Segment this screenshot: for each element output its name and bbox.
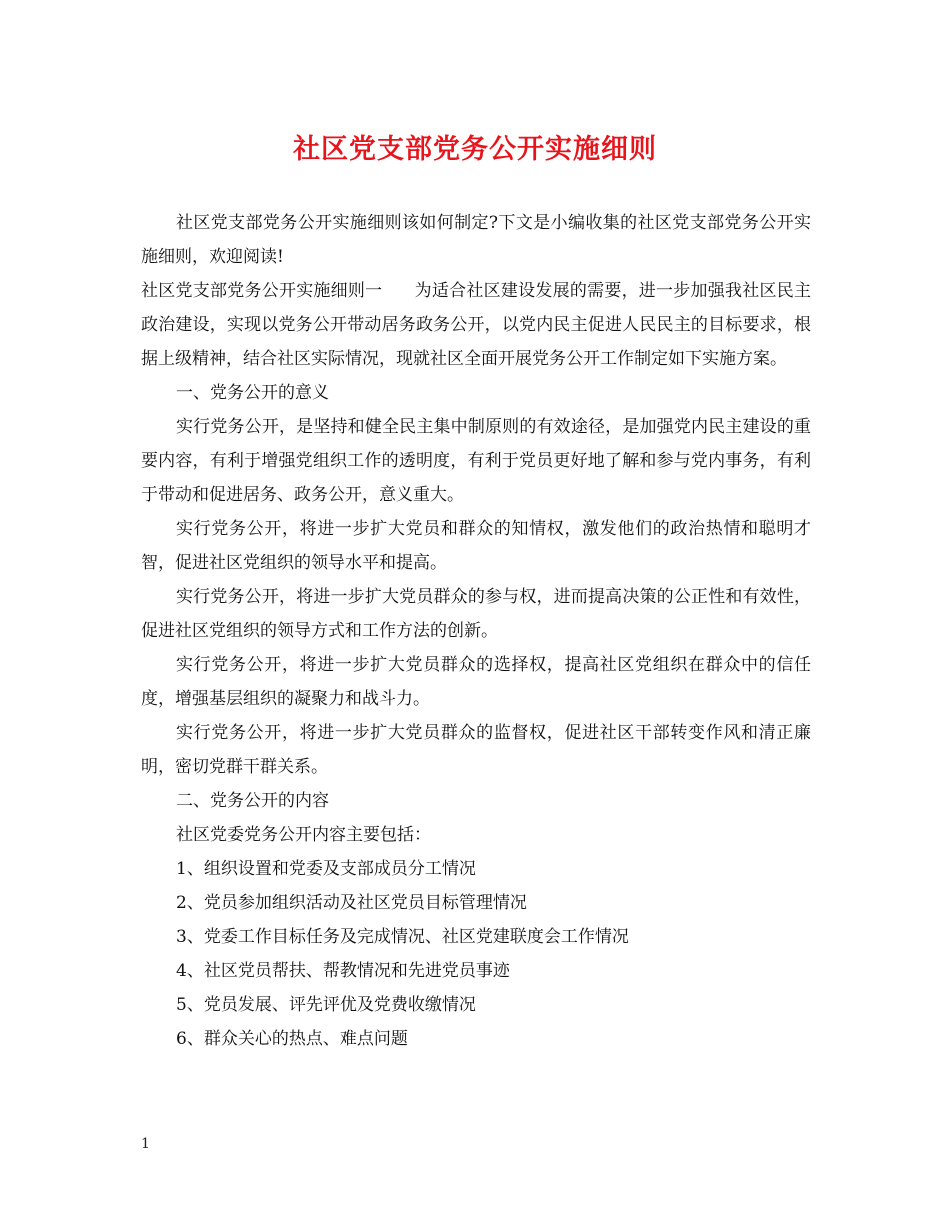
list-item: 1、组织设置和党委及支部成员分工情况 [176, 859, 476, 879]
content-list-intro: 社区党委党务公开内容主要包括： [176, 825, 431, 845]
section-label: 社区党支部党务公开实施细则一 [141, 281, 383, 301]
significance-paragraph-5: 实行党务公开，将进一步扩大党员群众的监督权，促进社区干部转变作风和清正廉明，密切党群干群关系。 [141, 723, 811, 777]
list-item: 4、社区党员帮扶、帮教情况和先进党员事迹 [176, 961, 510, 981]
section-text: 为适合社区建设发展的需要，进一步加强我社区民主政治建设，实现以党务公开带动居务政务公开，以党内民主促进人民民主的目标要求，根据上级精神，结合社区实际情况，现就社区全面开展党务公开工作制定如下实施方案。 [141, 281, 811, 369]
section-paragraph [141, 274, 811, 376]
significance-paragraph-4: 实行党务公开，将进一步扩大党员群众的选择权，提高社区党组织在群众中的信任度，增强基层组织的凝聚力和战斗力。 [141, 655, 811, 709]
list-item: 3、党委工作目标任务及完成情况、社区党建联度会工作情况 [176, 927, 629, 947]
list-item: 2、党员参加组织活动及社区党员目标管理情况 [176, 893, 527, 913]
significance-paragraph-1: 实行党务公开，是坚持和健全民主集中制原则的有效途径，是加强党内民主建设的重要内容，有利于增强党组织工作的透明度，有利于党员更好地了解和参与党内事务，有利于带动和促进居务、政务公开，意义重大。 [141, 417, 811, 505]
document-title: 社区党支部党务公开实施细则 [293, 134, 657, 165]
page-number: 1 [141, 1136, 150, 1152]
significance-paragraph-2: 实行党务公开，将进一步扩大党员和群众的知情权，激发他们的政治热情和聪明才智，促进社区党组织的领导水平和提高。 [141, 519, 811, 573]
list-item: 6、群众关心的热点、难点问题 [176, 1029, 408, 1049]
heading-significance: 一、党务公开的意义 [176, 383, 329, 403]
document-body [141, 206, 811, 1056]
heading-content: 二、党务公开的内容 [176, 791, 329, 811]
intro-paragraph: 社区党支部党务公开实施细则该如何制定?下文是小编收集的社区党支部党务公开实施细则，欢迎阅读! [141, 213, 811, 267]
content-list [141, 852, 811, 1056]
list-item: 5、党员发展、评先评优及党费收缴情况 [176, 995, 476, 1015]
significance-paragraph-3: 实行党务公开，将进一步扩大党员群众的参与权，进而提高决策的公正性和有效性，促进社区党组织的领导方式和工作方法的创新。 [141, 587, 811, 641]
